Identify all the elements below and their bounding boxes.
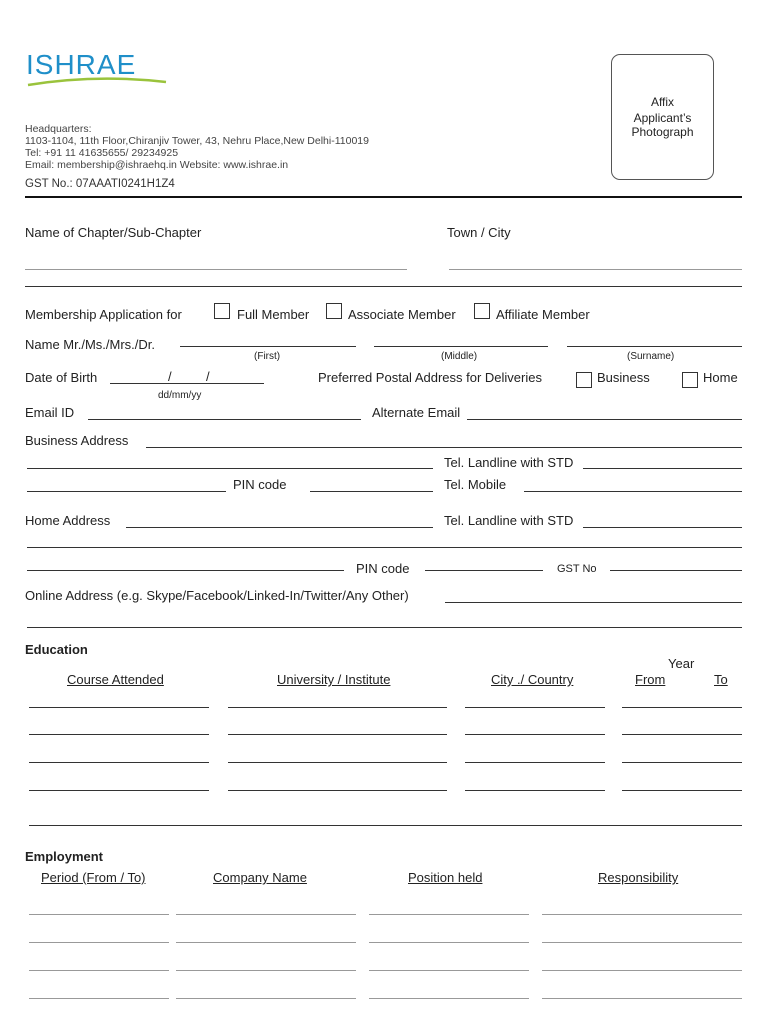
employment-company-field[interactable] xyxy=(176,914,356,915)
name-label: Name Mr./Ms./Mrs./Dr. xyxy=(25,337,155,352)
first-hint: (First) xyxy=(254,351,281,362)
employment-period-field[interactable] xyxy=(29,998,169,999)
business-label: Business xyxy=(597,370,650,385)
home-label: Home xyxy=(703,370,738,385)
full-member-label: Full Member xyxy=(237,307,310,322)
middle-hint: (Middle) xyxy=(441,351,478,362)
business-address-field-2[interactable] xyxy=(27,468,433,469)
education-year-label: Year xyxy=(668,656,695,671)
home-checkbox[interactable] xyxy=(682,372,698,388)
business-pin-field[interactable] xyxy=(310,491,433,492)
education-university-field[interactable] xyxy=(228,762,447,763)
business-address-field-1[interactable] xyxy=(146,447,742,448)
education-col-city: City ./ Country xyxy=(491,672,574,687)
education-course-field[interactable] xyxy=(29,790,209,791)
education-col-course: Course Attended xyxy=(67,672,164,687)
associate-member-label: Associate Member xyxy=(348,307,456,322)
online-address-field-1[interactable] xyxy=(445,602,742,603)
education-university-field[interactable] xyxy=(228,734,447,735)
education-course-field[interactable] xyxy=(29,734,209,735)
business-checkbox[interactable] xyxy=(576,372,592,388)
affiliate-member-checkbox[interactable] xyxy=(474,303,490,319)
surname-hint: (Surname) xyxy=(627,351,675,362)
home-address-field-3[interactable] xyxy=(27,570,344,571)
membership-label: Membership Application for xyxy=(25,307,182,322)
photo-box-line-3: Photograph xyxy=(631,125,694,139)
education-year-field[interactable] xyxy=(622,790,742,791)
hq-tel: Tel: +91 11 41635655/ 29234925 xyxy=(25,147,179,159)
employment-title: Employment xyxy=(25,849,104,864)
chapter-label: Name of Chapter/Sub-Chapter xyxy=(25,225,202,240)
education-extra-field[interactable] xyxy=(29,825,742,826)
education-city-field[interactable] xyxy=(465,762,605,763)
online-address-field-2[interactable] xyxy=(27,627,742,628)
home-pin-label: PIN code xyxy=(356,561,410,576)
education-city-field[interactable] xyxy=(465,790,605,791)
education-year-field[interactable] xyxy=(622,734,742,735)
dob-field[interactable] xyxy=(110,383,264,384)
affiliate-member-label: Affiliate Member xyxy=(496,307,590,322)
employment-col-period: Period (From / To) xyxy=(41,870,146,885)
email-field[interactable] xyxy=(88,419,361,420)
home-address-label: Home Address xyxy=(25,513,111,528)
hq-email-web: Email: membership@ishraehq.in Website: www.ishrae.in xyxy=(25,159,289,171)
logo-text: ISHRAE xyxy=(26,49,137,80)
business-address-label: Business Address xyxy=(25,433,129,448)
education-university-field[interactable] xyxy=(228,707,447,708)
employment-period-field[interactable] xyxy=(29,914,169,915)
postal-label: Preferred Postal Address for Deliveries xyxy=(318,370,542,385)
education-year-field[interactable] xyxy=(622,762,742,763)
town-label: Town / City xyxy=(447,225,511,240)
employment-company-field[interactable] xyxy=(176,970,356,971)
education-year-field[interactable] xyxy=(622,707,742,708)
town-field[interactable] xyxy=(449,269,742,270)
education-col-university: University / Institute xyxy=(277,672,391,687)
dob-label: Date of Birth xyxy=(25,370,98,385)
employment-position-field[interactable] xyxy=(369,942,529,943)
dob-sep-1: / xyxy=(168,369,172,384)
education-course-field[interactable] xyxy=(29,707,209,708)
divider-1 xyxy=(25,286,742,287)
home-landline-field[interactable] xyxy=(583,527,742,528)
dob-sep-2: / xyxy=(206,369,210,384)
surname-field[interactable] xyxy=(567,346,742,347)
employment-responsibility-field[interactable] xyxy=(542,970,742,971)
education-university-field[interactable] xyxy=(228,790,447,791)
business-landline-field[interactable] xyxy=(583,468,742,469)
header-divider xyxy=(25,196,742,198)
employment-responsibility-field[interactable] xyxy=(542,914,742,915)
photo-box-line-1: Affix xyxy=(650,95,675,109)
education-col-to: To xyxy=(714,672,728,687)
online-address-label: Online Address (e.g. Skype/Facebook/Linked-In/Twitter/Any Other) xyxy=(25,588,409,603)
mobile-label: Tel. Mobile xyxy=(444,477,507,492)
dob-format-hint: dd/mm/yy xyxy=(158,390,202,401)
email-label: Email ID xyxy=(25,405,75,420)
business-landline-label: Tel. Landline with STD xyxy=(444,455,574,470)
employment-company-field[interactable] xyxy=(176,998,356,999)
ishrae-logo xyxy=(26,50,171,90)
gst-no-label: GST No xyxy=(557,563,597,575)
employment-position-field[interactable] xyxy=(369,970,529,971)
employment-col-responsibility: Responsibility xyxy=(598,870,679,885)
chapter-field[interactable] xyxy=(25,269,407,270)
employment-period-field[interactable] xyxy=(29,942,169,943)
employment-position-field[interactable] xyxy=(369,914,529,915)
alt-email-field[interactable] xyxy=(467,419,742,420)
photo-box-line-2: Applicant’s xyxy=(633,111,692,125)
education-title: Education xyxy=(25,642,88,657)
employment-position-field[interactable] xyxy=(369,998,529,999)
education-col-from: From xyxy=(635,672,666,687)
home-address-field-2[interactable] xyxy=(27,547,742,548)
business-pin-label: PIN code xyxy=(233,477,287,492)
photo-box xyxy=(611,54,714,180)
hq-address: 1103-1104, 11th Floor,Chiranjiv Tower, 43, Nehru Place,New Delhi-110019 xyxy=(25,135,369,147)
hq-label: Headquarters: xyxy=(25,123,92,135)
employment-responsibility-field[interactable] xyxy=(542,942,742,943)
first-name-field[interactable] xyxy=(180,346,356,347)
employment-responsibility-field[interactable] xyxy=(542,998,742,999)
gst-number: GST No.: 07AAATI0241H1Z4 xyxy=(25,178,175,190)
employment-company-field[interactable] xyxy=(176,942,356,943)
full-member-checkbox[interactable] xyxy=(214,303,230,319)
home-pin-field[interactable] xyxy=(425,570,543,571)
employment-period-field[interactable] xyxy=(29,970,169,971)
employment-col-position: Position held xyxy=(408,870,483,885)
mobile-field[interactable] xyxy=(524,491,742,492)
home-landline-label: Tel. Landline with STD xyxy=(444,513,574,528)
alt-email-label: Alternate Email xyxy=(372,405,461,420)
gst-no-field[interactable] xyxy=(610,570,742,571)
home-address-field-1[interactable] xyxy=(126,527,433,528)
education-course-field[interactable] xyxy=(29,762,209,763)
education-city-field[interactable] xyxy=(465,707,605,708)
business-address-field-3[interactable] xyxy=(27,491,226,492)
middle-name-field[interactable] xyxy=(374,346,548,347)
logo-swoosh-icon xyxy=(26,76,171,88)
education-city-field[interactable] xyxy=(465,734,605,735)
associate-member-checkbox[interactable] xyxy=(326,303,342,319)
employment-col-company: Company Name xyxy=(213,870,307,885)
